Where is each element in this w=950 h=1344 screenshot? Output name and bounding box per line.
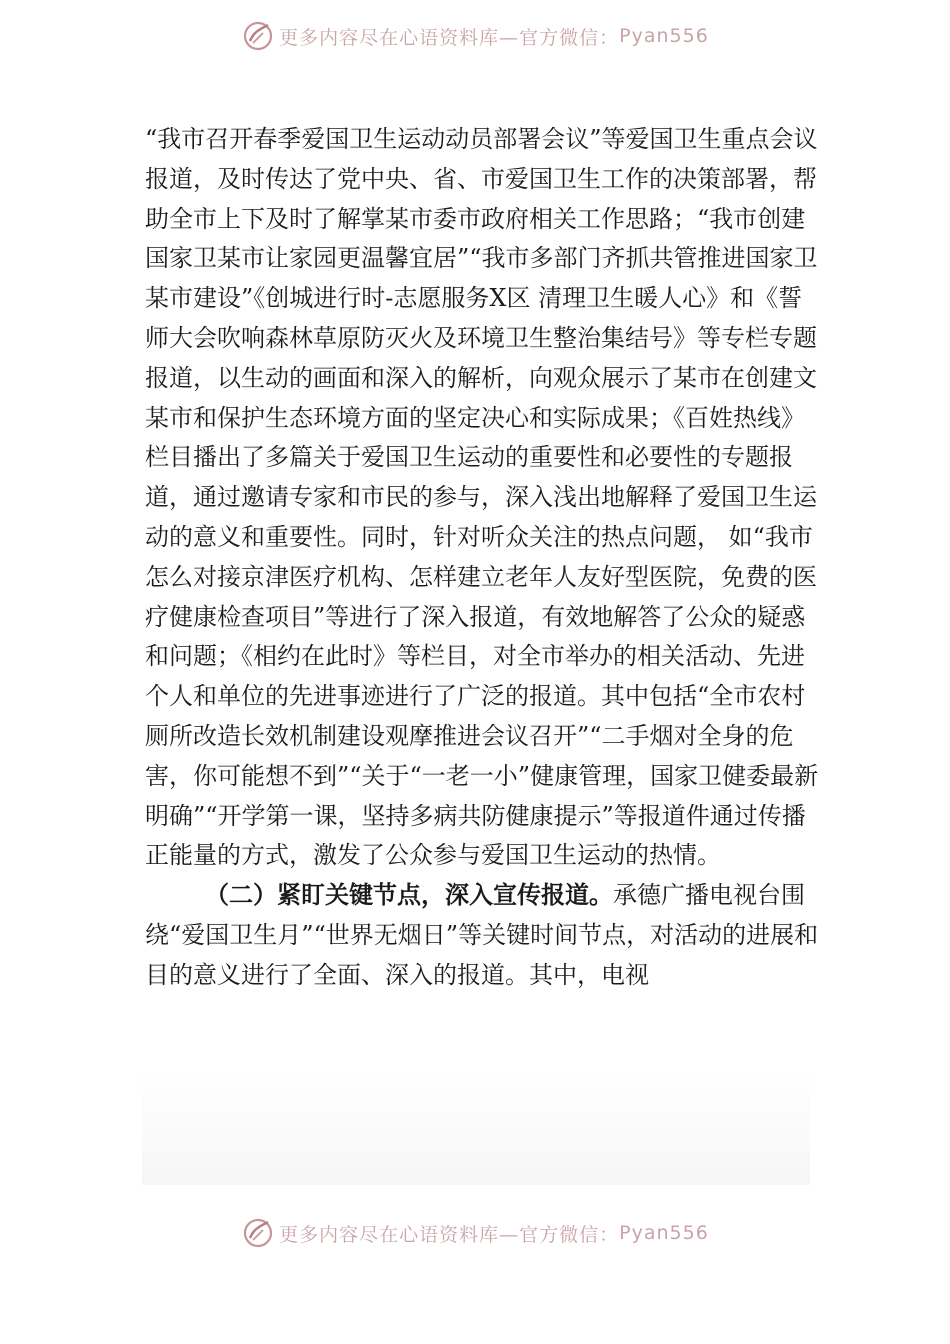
brand-logo-icon	[241, 1216, 275, 1250]
watermark-site-text: 更多内容尽在心语资料库—官方微信：	[279, 26, 620, 49]
watermark-wechat-id: Pyan556	[619, 25, 709, 47]
page-bottom-shade	[142, 1070, 810, 1185]
paragraph-2	[145, 876, 825, 995]
document-body	[145, 120, 825, 996]
brand-logo-icon	[241, 19, 275, 53]
watermark-wechat-id: Pyan556	[619, 1222, 709, 1244]
section-heading: （二）紧盯关键节点，深入宣传报道。	[205, 881, 613, 910]
watermark-site-text: 更多内容尽在心语资料库—官方微信：	[279, 1223, 620, 1246]
watermark-header	[0, 16, 950, 56]
paragraph-1: “我市召开春季爱国卫生运动动员部署会议”等爱国卫生重点会议报道，及时传达了党中央、省、市爱国卫生工作的决策部署，帮助全市上下及时了解掌某市委市政府相关工作思路；“我市创建国家卫某市让家园更温馨宜居”“我市多部门齐抓共管推进国家卫某市建设”《创城进行时-志愿服务X区 清理卫生暖人心》和《誓师大会吹响森林草原防灭火及环境卫生整治集结号》等专栏专题报道，以生动的画面和深入的解析，向观众展示了某市在创建文某市和保护生态环境方面的坚定决心和实际成果；《百姓热线》栏目播出了多篇关于爱国卫生运动的重要性和必要性的专题报道，通过邀请专家和市民的参与，深入浅出地解释了爱国卫生运动的意义和重要性。同时，针对听众关注的热点问题， 如“我市怎么对接京津医疗机构、怎样建立老年人友好型医院，免费的医疗健康检查项目”等进行了深入报道，有效地解答了公众的疑惑和问题；《相约在此时》等栏目，对全市举办的相关活动、先进个人和单位的先进事迹进行了广泛的报道。其中包括“全市农村厕所改造长效机制建设观摩推进会议召开”“二手烟对全身的危害，你可能想不到”“关于“一老一小”健康管理，国家卫健委最新明确”“开学第一课，坚持多病共防健康提示”等报道件通过传播正能量的方式，激发了公众参与爱国卫生运动的热情。	[145, 125, 819, 870]
watermark-footer	[0, 1213, 950, 1253]
paragraph-2-text: 承德广播电视台围绕“爱国卫生月”“世界无烟日”等关键时间节点，对活动的进展和目的意义进行了全面、深入的报道。其中，电视	[145, 881, 819, 989]
